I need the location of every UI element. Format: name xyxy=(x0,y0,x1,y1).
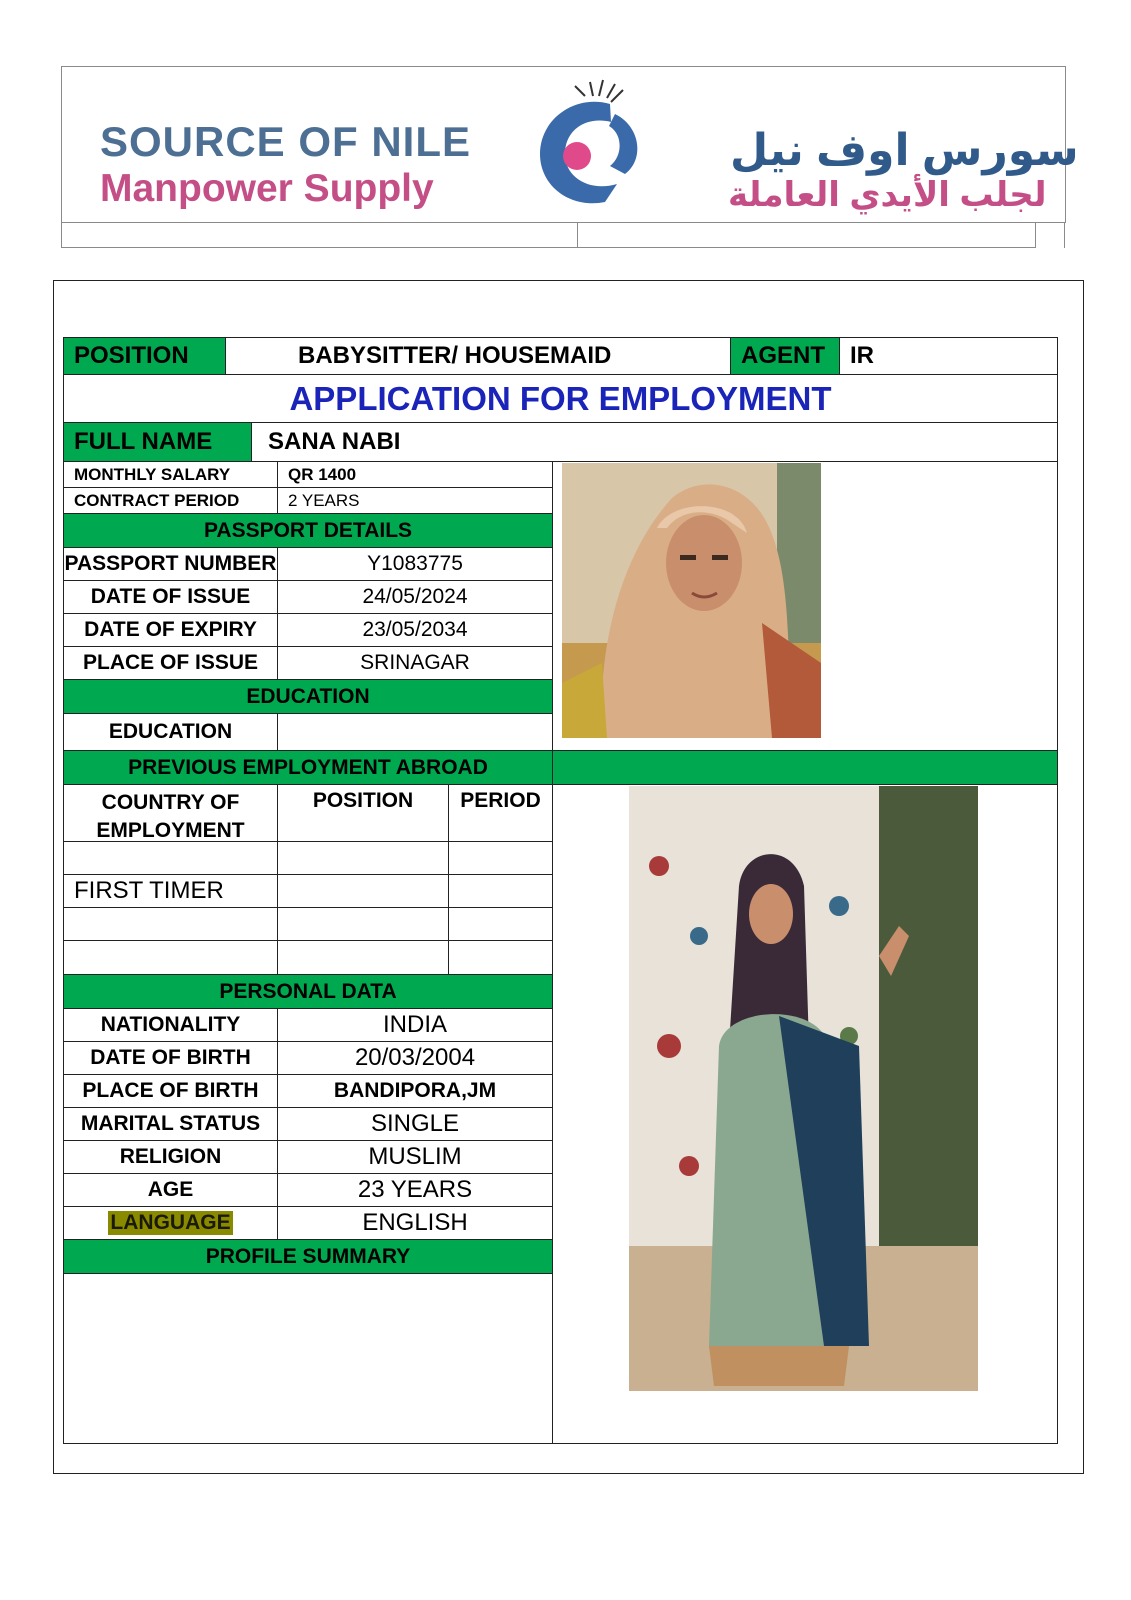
letterhead-strip xyxy=(61,222,1036,248)
position-value: BABYSITTER/ HOUSEMAID xyxy=(225,337,731,375)
section-bar xyxy=(552,750,1058,785)
employment-cell xyxy=(448,874,553,908)
employment-cell xyxy=(277,940,449,975)
passport-row-value: SRINAGAR xyxy=(277,646,553,680)
employment-cell: FIRST TIMER xyxy=(63,874,278,908)
personal-row-value: INDIA xyxy=(277,1008,553,1042)
personal-row-label: PLACE OF BIRTH xyxy=(63,1074,278,1108)
personal-data-heading: PERSONAL DATA xyxy=(63,974,553,1009)
previous-employment-heading: PREVIOUS EMPLOYMENT ABROAD xyxy=(63,750,553,785)
education-heading: EDUCATION xyxy=(63,679,553,714)
personal-row-value: BANDIPORA,JM xyxy=(277,1074,553,1108)
letterhead-divider xyxy=(577,222,578,248)
form-title: APPLICATION FOR EMPLOYMENT xyxy=(63,374,1058,423)
portrait-photo xyxy=(562,463,821,738)
education-value xyxy=(277,713,553,751)
employment-cell xyxy=(277,841,449,875)
agent-label: AGENT xyxy=(730,337,840,375)
company-name-english: SOURCE OF NILE xyxy=(100,118,472,165)
passport-row-label: PASSPORT NUMBER xyxy=(63,547,278,581)
contract-period-value: 2 YEARS xyxy=(277,487,553,514)
passport-row-label: DATE OF ISSUE xyxy=(63,580,278,614)
contract-period-label: CONTRACT PERIOD xyxy=(63,487,278,514)
passport-row-value: 23/05/2034 xyxy=(277,613,553,647)
passport-row-label: PLACE OF ISSUE xyxy=(63,646,278,680)
employment-cell xyxy=(448,940,553,975)
position-label: POSITION xyxy=(63,337,226,375)
full-name-label: FULL NAME xyxy=(63,422,252,462)
personal-row-value: 20/03/2004 xyxy=(277,1041,553,1075)
column-header-country: COUNTRY OF EMPLOYMENT xyxy=(63,784,278,842)
profile-summary-text xyxy=(63,1273,553,1444)
personal-row-label: DATE OF BIRTH xyxy=(63,1041,278,1075)
employment-cell xyxy=(63,940,278,975)
highlighted-label: LANGUAGE xyxy=(110,1211,231,1234)
personal-row-label: MARITAL STATUS xyxy=(63,1107,278,1141)
company-logo-icon xyxy=(515,74,665,214)
column-header-period: PERIOD xyxy=(448,784,553,842)
agent-value: IR xyxy=(839,337,1058,375)
personal-row-value: ENGLISH xyxy=(277,1206,553,1240)
passport-row-label: DATE OF EXPIRY xyxy=(63,613,278,647)
employment-cell xyxy=(277,874,449,908)
passport-details-heading: PASSPORT DETAILS xyxy=(63,513,553,548)
employment-cell xyxy=(63,841,278,875)
education-label: EDUCATION xyxy=(63,713,278,751)
employment-cell xyxy=(448,841,553,875)
personal-row-value: 23 YEARS xyxy=(277,1173,553,1207)
full-name-value: SANA NABI xyxy=(251,422,1058,462)
employment-cell xyxy=(277,907,449,941)
column-header-position: POSITION xyxy=(277,784,449,842)
employment-cell xyxy=(63,907,278,941)
monthly-salary-label: MONTHLY SALARY xyxy=(63,461,278,488)
personal-row-label: NATIONALITY xyxy=(63,1008,278,1042)
passport-row-value: Y1083775 xyxy=(277,547,553,581)
employment-cell xyxy=(448,907,553,941)
personal-row-value: SINGLE xyxy=(277,1107,553,1141)
company-name-arabic: سورس اوف نيل xyxy=(730,126,1079,175)
company-tagline-arabic: لجلب الأيدي العاملة xyxy=(728,176,1047,214)
personal-row-label: AGE xyxy=(63,1173,278,1207)
monthly-salary-value: QR 1400 xyxy=(277,461,553,488)
personal-row-label xyxy=(63,1206,278,1240)
letterhead-divider xyxy=(1064,222,1065,248)
company-tagline-english: Manpower Supply xyxy=(100,167,434,210)
profile-summary-heading: PROFILE SUMMARY xyxy=(63,1239,553,1274)
passport-row-value: 24/05/2024 xyxy=(277,580,553,614)
personal-row-label: RELIGION xyxy=(63,1140,278,1174)
full-length-photo xyxy=(629,786,978,1391)
personal-row-value: MUSLIM xyxy=(277,1140,553,1174)
